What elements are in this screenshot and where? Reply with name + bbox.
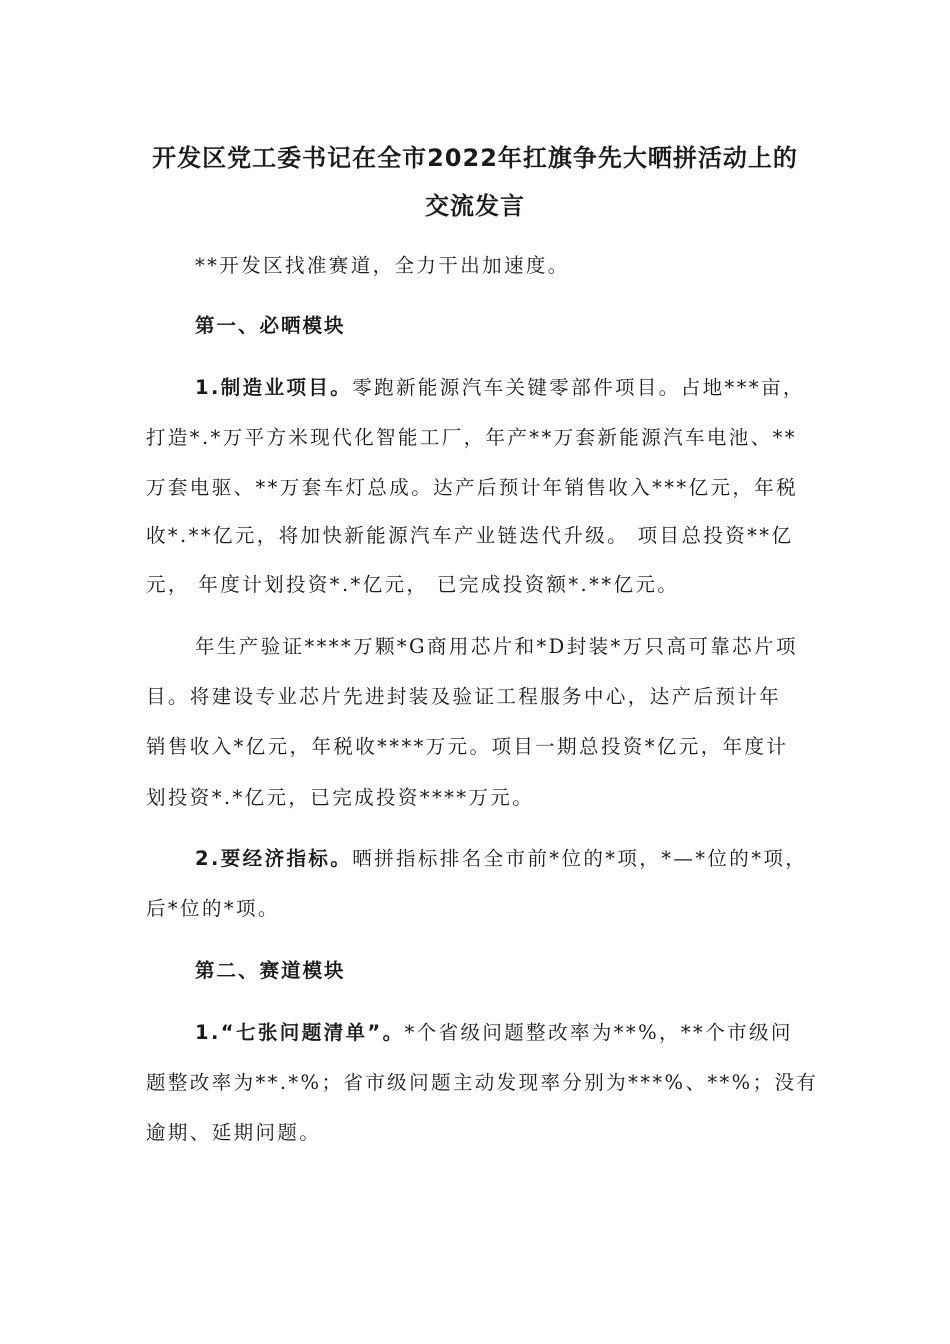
section-2-item-1-text: *个省级问题整改率为**%，**个市级问 <box>404 1021 793 1044</box>
section-1-paragraph-2-line-1: 年生产验证****万颗*G商用芯片和*D封装*万只高可靠芯片项 <box>195 635 798 658</box>
section-1-item-1-line-5: 元， 年度计划投资*.*亿元， 已完成投资额*.**亿元。 <box>146 573 680 596</box>
document-title-line-1: 开发区党工委书记在全市2022年扛旗争先大晒拼活动上的 <box>152 144 798 172</box>
section-2-item-1-lead: 1.“七张问题清单”。 <box>195 1021 405 1044</box>
section-1-item-2-line-1 <box>195 845 806 873</box>
section-1-item-1-lead: 1.制造业项目。 <box>195 376 353 399</box>
intro-paragraph: **开发区找准赛道，全力干出加速度。 <box>195 254 570 277</box>
section-1-paragraph-2-line-4: 划投资*.*亿元，已完成投资****万元。 <box>146 786 535 809</box>
section-1-item-2-lead: 2.要经济指标。 <box>195 847 353 870</box>
section-2-item-1-line-2: 题整改率为**.*%；省市级问题主动发现率分别为***%、**%；没有 <box>146 1071 819 1094</box>
section-1-item-2-line-2: 后*位的*项。 <box>146 897 280 920</box>
section-1-item-1-line-4: 收*.**亿元，将加快新能源汽车产业链迭代升级。 项目总投资**亿 <box>146 524 794 547</box>
section-2-item-1-line-3: 逾期、延期问题。 <box>146 1121 322 1144</box>
section-1-item-1-text: 零跑新能源汽车关键零部件项目。占地***亩， <box>352 376 805 399</box>
section-1-item-1-line-2: 打造*.*万平方米现代化智能工厂，年产**万套新能源汽车电池、** <box>146 426 797 449</box>
section-1-paragraph-2-line-2: 目。将建设专业芯片先进封装及验证工程服务中心，达产后预计年 <box>146 685 782 708</box>
section-2-heading: 第二、赛道模块 <box>195 959 346 982</box>
section-1-item-2-text: 晒拼指标排名全市前*位的*项，*—*位的*项， <box>352 847 808 870</box>
section-1-heading: 第一、必晒模块 <box>195 314 346 337</box>
document-title-line-2: 交流发言 <box>425 192 525 220</box>
section-1-item-1-line-3: 万套电驱、**万套车灯总成。达产后预计年销售收入***亿元，年税 <box>146 476 799 499</box>
section-2-item-1-line-1 <box>195 1019 806 1047</box>
section-1-item-1-line-1 <box>195 374 806 402</box>
section-1-paragraph-2-line-3: 销售收入*亿元，年税收****万元。项目一期总投资*亿元，年度计 <box>146 735 789 758</box>
